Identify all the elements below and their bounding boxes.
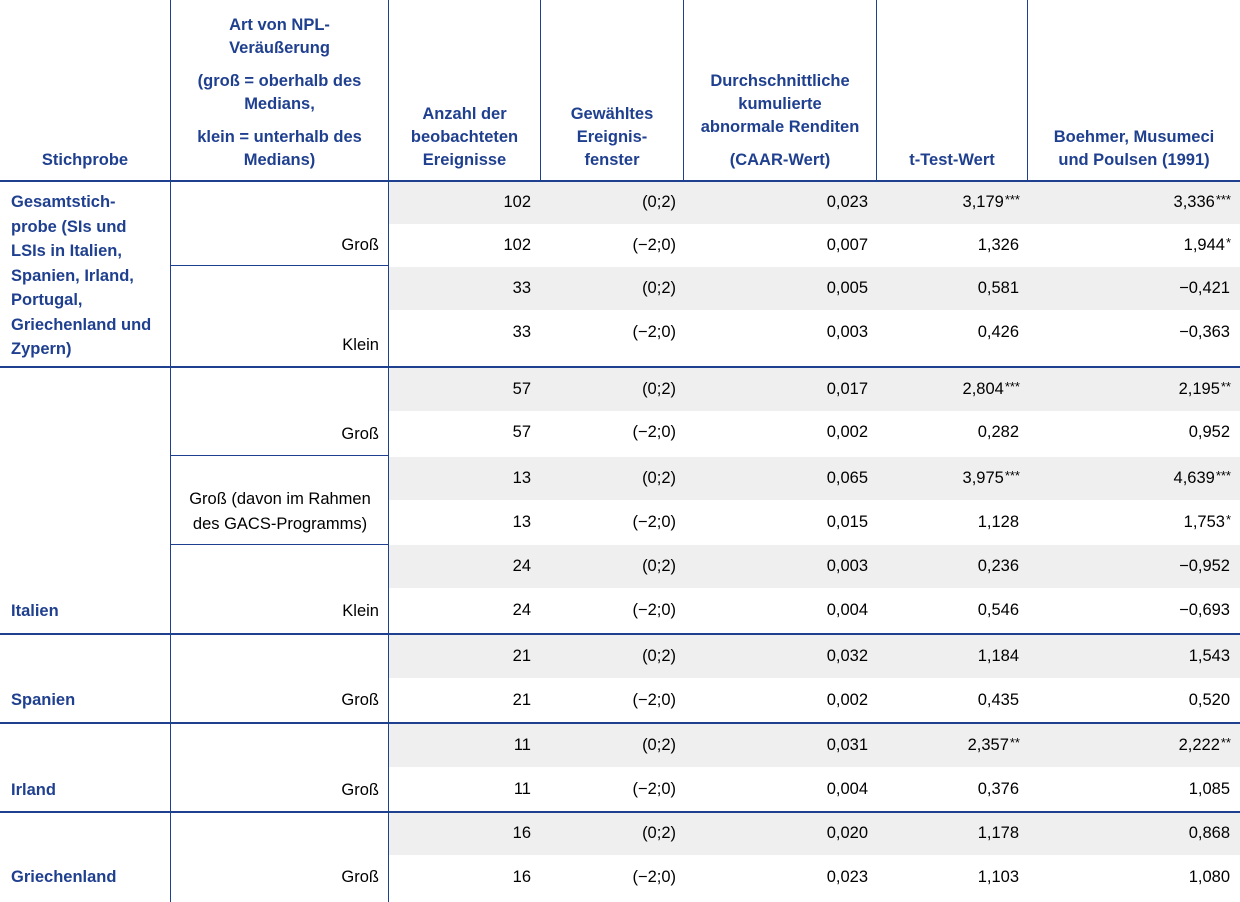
cell-value: 0,581 xyxy=(977,279,1019,297)
significance-stars: * xyxy=(1225,512,1231,527)
type-label: Groß xyxy=(341,781,379,799)
cell-value: −0,952 xyxy=(1179,557,1230,575)
type-label: Klein xyxy=(342,602,379,620)
table-cell xyxy=(0,266,1231,310)
significance-stars: *** xyxy=(1004,379,1020,394)
cell-value: −0,363 xyxy=(1179,323,1230,341)
table-cell xyxy=(0,180,1231,224)
sample-label-italy: Italien xyxy=(11,602,59,620)
cell-value: 0,007 xyxy=(826,236,868,254)
cell-value: (0;2) xyxy=(642,193,676,211)
cell-value: (−2;0) xyxy=(632,691,676,709)
header-caar xyxy=(684,0,877,180)
cell-value: −0,693 xyxy=(1179,601,1230,619)
significance-stars: *** xyxy=(1215,468,1231,483)
cell-value: 0,236 xyxy=(977,557,1019,575)
cell-value: 0,020 xyxy=(826,824,868,842)
significance-stars: * xyxy=(1225,235,1231,250)
significance-stars: ** xyxy=(1220,735,1231,750)
cell-value: 16 xyxy=(512,824,531,842)
type-label-gacs: Groß (davon im Rahmen des GACS-Programms) xyxy=(189,490,371,533)
cell-value: (−2;0) xyxy=(632,513,676,531)
header-sample: Stichprobe xyxy=(0,0,171,180)
cell-value: 57 xyxy=(512,423,531,441)
cell-value: 2,222 xyxy=(1178,736,1220,754)
sample-label-total: Gesamtstich-probe (SIs und LSIs in Italien, Spanien, Irland, Portugal, Griechenland und Zypern) xyxy=(11,193,152,358)
cell-value: (0;2) xyxy=(642,380,676,398)
cell-value: 0,004 xyxy=(826,601,868,619)
cell-value: 21 xyxy=(512,647,531,665)
cell-value: 1,085 xyxy=(1188,780,1230,798)
type-label: Klein xyxy=(342,336,379,354)
cell-value: (−2;0) xyxy=(632,423,676,441)
cell-value: 24 xyxy=(512,557,531,575)
type-label: Groß xyxy=(341,236,379,254)
cell-value: 0,031 xyxy=(826,736,868,754)
cell-value: 3,179 xyxy=(962,193,1004,211)
cell-value: 1,944 xyxy=(1183,236,1225,254)
cell-value: 0,002 xyxy=(826,691,868,709)
cell-value: 0,282 xyxy=(977,423,1019,441)
cell-value: (−2;0) xyxy=(632,236,676,254)
cell-value: 0,032 xyxy=(826,647,868,665)
cell-value: (0;2) xyxy=(642,736,676,754)
cell-value: 1,543 xyxy=(1188,647,1230,665)
cell-value: 1,128 xyxy=(977,513,1019,531)
cell-value: 1,753 xyxy=(1183,513,1225,531)
type-label: Groß xyxy=(341,691,379,709)
cell-value: 0,004 xyxy=(826,780,868,798)
cell-value: (−2;0) xyxy=(632,601,676,619)
cell-value: (0;2) xyxy=(642,824,676,842)
significance-stars: *** xyxy=(1004,192,1020,207)
cell-value: 0,017 xyxy=(826,380,868,398)
sample-label-greece: Griechenland xyxy=(11,868,117,886)
cell-value: 1,178 xyxy=(977,824,1019,842)
cell-value: (0;2) xyxy=(642,557,676,575)
header-ttest: t-Test-Wert xyxy=(877,0,1028,180)
cell-value: 2,357 xyxy=(967,736,1009,754)
significance-stars: ** xyxy=(1220,379,1231,394)
cell-value: 3,975 xyxy=(962,469,1004,487)
cell-value: 11 xyxy=(513,736,531,754)
table-cell xyxy=(0,367,1231,411)
cell-value: 0,952 xyxy=(1188,423,1230,441)
cell-value: 0,003 xyxy=(826,323,868,341)
cell-value: 0,023 xyxy=(826,868,868,886)
cell-value: 0,003 xyxy=(826,557,868,575)
significance-stars: ** xyxy=(1009,735,1020,750)
header-caar-line2: (CAAR-Wert) xyxy=(729,151,831,169)
type-label: Groß xyxy=(341,868,379,886)
sample-label-ireland: Irland xyxy=(11,781,56,799)
cell-value: 3,336 xyxy=(1173,193,1215,211)
cell-value: 102 xyxy=(503,193,531,211)
cell-value: 0,023 xyxy=(826,193,868,211)
cell-value: 0,546 xyxy=(977,601,1019,619)
cell-value: (−2;0) xyxy=(632,868,676,886)
cell-value: 1,103 xyxy=(977,868,1019,886)
cell-value: −0,421 xyxy=(1179,279,1230,297)
table-cell xyxy=(0,811,1231,855)
header-count: Anzahl der beobachteten Ereignisse xyxy=(389,0,541,180)
cell-value: 0,520 xyxy=(1188,691,1230,709)
cell-value: (0;2) xyxy=(642,469,676,487)
type-divider xyxy=(170,265,388,266)
significance-stars: *** xyxy=(1215,192,1231,207)
cell-value: 1,184 xyxy=(977,647,1019,665)
cell-value: 33 xyxy=(512,323,531,341)
cell-value: 2,195 xyxy=(1178,380,1220,398)
cell-value: 102 xyxy=(503,236,531,254)
cell-value: 0,015 xyxy=(826,513,868,531)
cell-value: 0,376 xyxy=(977,780,1019,798)
table-cell xyxy=(0,634,1231,678)
cell-value: 21 xyxy=(512,691,531,709)
type-divider xyxy=(170,544,388,545)
cell-value: 0,005 xyxy=(826,279,868,297)
cell-value: 16 xyxy=(512,868,531,886)
cell-value: 2,804 xyxy=(962,380,1004,398)
header-bmp: Boehmer, Musumeci und Poulsen (1991) xyxy=(1053,128,1215,169)
cell-value: 1,326 xyxy=(977,236,1019,254)
cell-value: 33 xyxy=(512,279,531,297)
header-window: Gewähltes Ereignis-fenster xyxy=(541,0,684,180)
cell-value: (−2;0) xyxy=(632,780,676,798)
header-type xyxy=(171,0,389,180)
cell-value: 4,639 xyxy=(1173,469,1215,487)
cell-value: 1,080 xyxy=(1188,868,1230,886)
type-label: Groß xyxy=(341,425,379,443)
significance-stars: *** xyxy=(1004,468,1020,483)
table-cell xyxy=(0,723,1231,767)
cell-value: 57 xyxy=(512,380,531,398)
header-type-line1: Art von NPL-Veräußerung xyxy=(229,16,330,57)
header-type-line2: (groß = oberhalb des Medians, xyxy=(197,72,362,113)
cell-value: 24 xyxy=(512,601,531,619)
cell-value: 0,426 xyxy=(977,323,1019,341)
cell-value: 13 xyxy=(512,469,531,487)
table-cell xyxy=(0,544,1231,588)
cell-value: (−2;0) xyxy=(632,323,676,341)
cell-value: 13 xyxy=(512,513,531,531)
type-divider xyxy=(170,455,388,456)
cell-value: 0,065 xyxy=(826,469,868,487)
header-type-line3: klein = unterhalb des Medians) xyxy=(197,128,362,169)
cell-value: (0;2) xyxy=(642,279,676,297)
cell-value: (0;2) xyxy=(642,647,676,665)
cell-value: 11 xyxy=(513,780,531,798)
cell-value: 0,868 xyxy=(1188,824,1230,842)
header-caar-line1: Durchschnittliche kumulierte abnormale Renditen xyxy=(700,72,860,136)
cell-value: 0,435 xyxy=(977,691,1019,709)
cell-value: 0,002 xyxy=(826,423,868,441)
sample-label-spain: Spanien xyxy=(11,691,76,709)
